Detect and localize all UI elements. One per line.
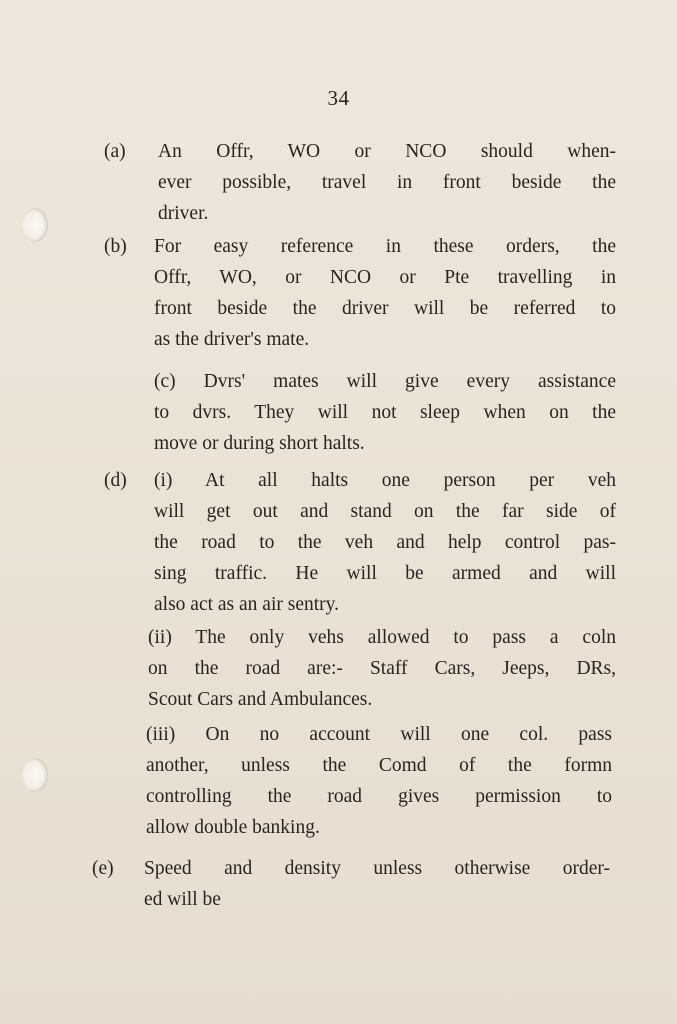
text-line: Offr, WO, or NCO or Pte travelling in bbox=[154, 267, 616, 288]
item-b-label: (b) bbox=[104, 236, 127, 257]
text-line: move or during short halts. bbox=[154, 433, 365, 454]
text-line: An Offr, WO or NCO should when- bbox=[158, 141, 616, 162]
item-e-label: (e) bbox=[92, 858, 114, 879]
text-line: as the driver's mate. bbox=[154, 329, 310, 350]
item-d-iii-text bbox=[146, 719, 612, 843]
item-d-label: (d) bbox=[104, 470, 127, 491]
text-line: Speed and density unless otherwise order- bbox=[144, 858, 610, 879]
page-number: 34 bbox=[327, 86, 350, 110]
text-line: another, unless the Comd of the formn bbox=[146, 755, 612, 776]
text-line: sing traffic. He will be armed and will bbox=[154, 563, 616, 584]
text-line: also act as an air sentry. bbox=[154, 594, 339, 615]
text-line: ed will be bbox=[144, 889, 221, 910]
text-line: Scout Cars and Ambulances. bbox=[148, 689, 373, 710]
text-line: (iii) On no account will one col. pass bbox=[146, 724, 612, 745]
item-a-label: (a) bbox=[104, 141, 126, 162]
text-line: For easy reference in these orders, the bbox=[154, 236, 616, 257]
text-line: (c) Dvrs' mates will give every assistance bbox=[154, 371, 616, 392]
text-line: (i) At all halts one person per veh bbox=[154, 470, 616, 491]
item-a-text bbox=[158, 136, 616, 229]
text-line: the road to the veh and help control pas- bbox=[154, 532, 616, 553]
text-line: to dvrs. They will not sleep when on the bbox=[154, 402, 616, 423]
text-line: (ii) The only vehs allowed to pass a coln bbox=[148, 627, 616, 648]
text-line: will get out and stand on the far side of bbox=[154, 501, 616, 522]
punch-hole-bottom bbox=[22, 758, 48, 792]
item-d-i-text bbox=[154, 465, 616, 620]
text-line: ever possible, travel in front beside the bbox=[158, 172, 616, 193]
item-e-text bbox=[144, 853, 610, 915]
punch-hole-top bbox=[22, 208, 48, 242]
text-line: allow double banking. bbox=[146, 817, 320, 838]
text-line: driver. bbox=[158, 203, 209, 224]
text-line: on the road are:- Staff Cars, Jeeps, DRs, bbox=[148, 658, 616, 679]
text-line: controlling the road gives permission to bbox=[146, 786, 612, 807]
text-line: front beside the driver will be referred to bbox=[154, 298, 616, 319]
item-d-ii-text bbox=[148, 622, 616, 715]
item-c-text bbox=[154, 366, 616, 459]
item-b-text bbox=[154, 231, 616, 355]
